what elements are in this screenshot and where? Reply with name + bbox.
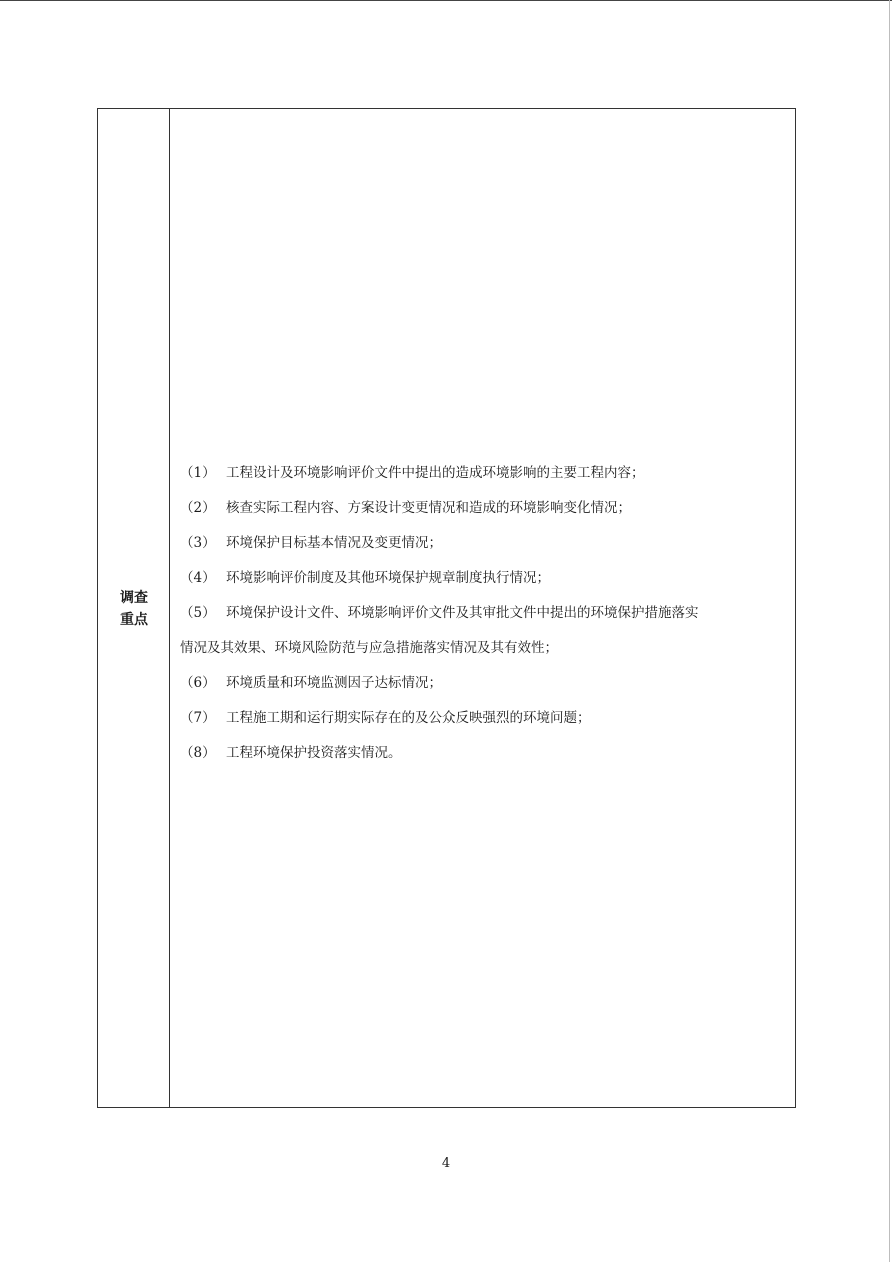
item-list [180, 456, 785, 771]
item-text: 工程施工期和运行期实际存在的及公众反映强烈的环境问题； [226, 710, 591, 726]
item-text-continuation: 情况及其效果、环境风险防范与应急措施落实情况及其有效性； [180, 640, 558, 656]
item-number: （4） [180, 570, 216, 586]
list-item [180, 666, 785, 701]
content-cell [170, 109, 795, 1107]
page-right-edge [889, 0, 890, 1262]
item-number: （1） [180, 465, 216, 481]
item-number: （3） [180, 535, 216, 551]
list-item [180, 491, 785, 526]
item-text: 环境影响评价制度及其他环境保护规章制度执行情况； [226, 570, 550, 586]
item-number: （6） [180, 675, 216, 691]
page-number: 4 [441, 1156, 451, 1171]
item-number: （8） [180, 745, 216, 761]
label-line-1: 调查 [120, 590, 148, 606]
label-line-2: 重点 [120, 612, 148, 628]
list-item-continuation [180, 631, 785, 666]
item-text: 环境保护设计文件、环境影响评价文件及其审批文件中提出的环境保护措施落实 [226, 605, 699, 621]
item-text: 工程环境保护投资落实情况。 [226, 745, 402, 761]
item-text: 工程设计及环境影响评价文件中提出的造成环境影响的主要工程内容； [226, 465, 645, 481]
label-cell [98, 109, 170, 1107]
list-item [180, 596, 785, 631]
item-text: 环境保护目标基本情况及变更情况； [226, 535, 442, 551]
list-item [180, 456, 785, 491]
survey-focus-table [97, 108, 796, 1108]
label-text [98, 587, 170, 631]
list-item [180, 561, 785, 596]
item-number: （5） [180, 605, 216, 621]
item-text: 核查实际工程内容、方案设计变更情况和造成的环境影响变化情况； [226, 500, 631, 516]
item-text: 环境质量和环境监测因子达标情况； [226, 675, 442, 691]
list-item [180, 736, 785, 771]
list-item [180, 701, 785, 736]
item-number: （2） [180, 500, 216, 516]
page-top-border [0, 0, 892, 1]
item-number: （7） [180, 710, 216, 726]
list-item [180, 526, 785, 561]
